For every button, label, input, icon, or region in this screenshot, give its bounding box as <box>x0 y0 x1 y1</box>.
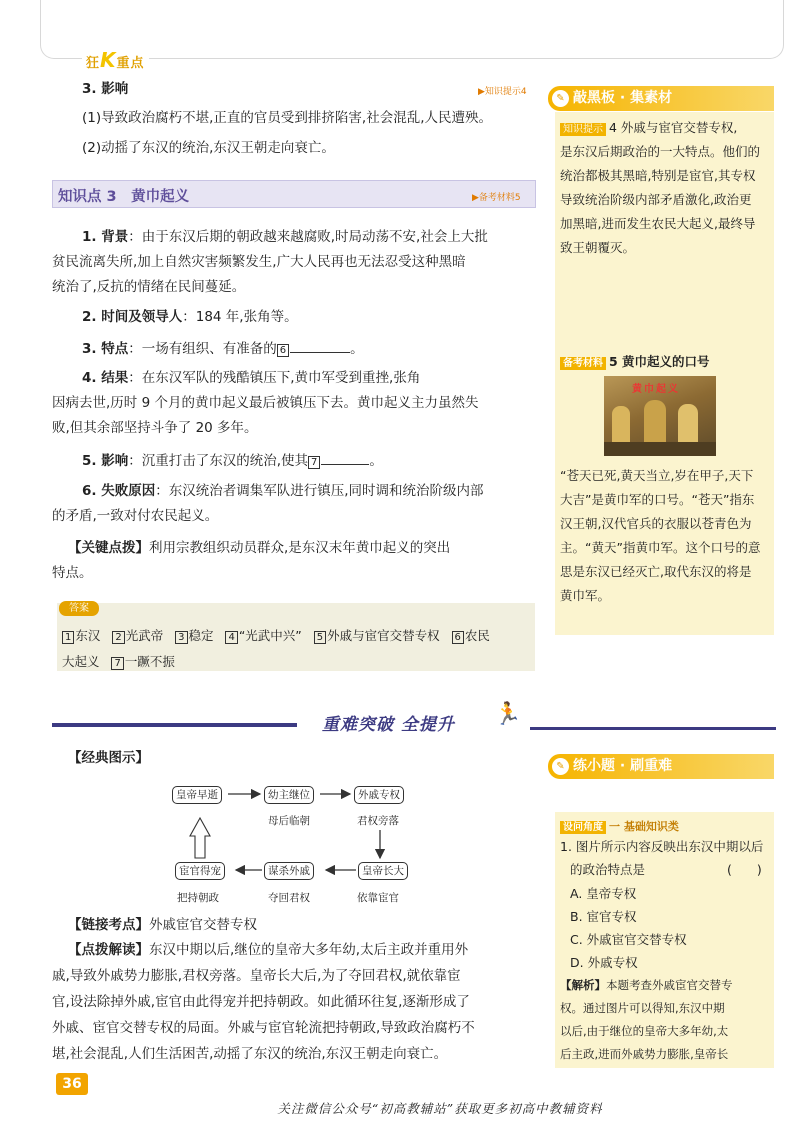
answer-text: “光武中兴” <box>238 628 302 643</box>
knowledge-title: 知识点 3 黄巾起义 <box>58 189 190 205</box>
time-leader-label: 2. 时间及领导人 <box>82 309 183 325</box>
option-d[interactable]: D. 外戚专权 <box>570 955 638 970</box>
text-line: 戚,导致外戚势力膨胀,君权旁落。皇帝长大后,为了夺回君权,就依靠宦 <box>52 968 461 984</box>
text-line: 致王朝覆灭。 <box>560 240 636 255</box>
text-line: 以后,由于继位的皇帝大多年幼,太 <box>560 1024 729 1038</box>
text-line: ：沉重打击了东汉的统治,使其 <box>128 453 309 469</box>
text-line: 的矛盾,一致对付农民起义。 <box>52 508 219 524</box>
text-line: 统治了,反抗的情绪在民间蔓延。 <box>52 279 246 295</box>
note-label: 【解析】 <box>560 978 606 992</box>
text-line: “苍天已死,黄天当立,岁在甲子,天下 <box>560 468 754 483</box>
material-chip: 备考材料 <box>560 357 606 370</box>
text-line: 4 外戚与宦官交替专权, <box>609 120 738 135</box>
node-consort-power: 外戚专权 <box>354 786 404 804</box>
text-line: ：东汉统治者调集军队进行镇压,同时调和统治阶级内部 <box>155 483 484 499</box>
node-young-emperor: 幼主继位 <box>264 786 314 804</box>
text-line: 主。“黄天”指黄巾军。这个口号的意 <box>560 540 761 555</box>
answer-paren[interactable]: ( ) <box>727 862 762 877</box>
text-line: ：在东汉军队的残酷镇压下,黄巾军受到重挫,张角 <box>128 370 421 386</box>
question-line: 1. 图片所示内容反映出东汉中期以后 <box>560 839 764 854</box>
text-line: 特点。 <box>52 565 93 581</box>
sidebar-header-practice <box>548 754 774 779</box>
answer-number: 4 <box>225 631 237 644</box>
answer-label: 答案 <box>59 601 99 616</box>
angle-chip: 设问角度 <box>560 821 606 834</box>
text-line: ：184 年,张角等。 <box>182 309 298 325</box>
background-label: 1. 背景 <box>82 229 129 245</box>
painting-title: 黄巾起义 <box>632 384 680 395</box>
text-line: 外戚、宦官交替专权的局面。外戚与宦官轮流把持朝政,导致政治腐朽不 <box>52 1020 475 1036</box>
text-line: 是东汉后期政治的一大特点。他们的 <box>560 144 761 159</box>
option-c[interactable]: C. 外戚宦官交替专权 <box>570 932 687 947</box>
influence-label: 5. 影响 <box>82 453 129 469</box>
section-title: 重难突破 全提升 <box>322 715 455 735</box>
result-label: 4. 结果 <box>82 370 129 386</box>
bookmark-icon: ✎ <box>552 90 569 107</box>
text-line: 利用宗教组织动员群众,是东汉末年黄巾起义的突出 <box>149 540 451 556</box>
text-line: 堪,社会混乱,人们生活困苦,动摇了东汉的统治,东汉王朝走向衰亡。 <box>52 1046 448 1062</box>
runner-icon: 🏃 <box>494 702 522 727</box>
logo: 狂K重点 <box>82 48 149 72</box>
answer-text: 大起义 <box>62 654 100 669</box>
sidebar-header-text: 敲黑板 · 集素材 <box>573 90 673 106</box>
answer-number: 3 <box>175 631 187 644</box>
page-number: 36 <box>56 1073 88 1095</box>
answer-text: 一蹶不振 <box>124 654 175 669</box>
pencil-icon: ✎ <box>552 758 569 775</box>
analysis-label: 【点拨解读】 <box>68 942 149 958</box>
text-line: 大吉”是黄巾军的口号。“苍天”指东 <box>560 492 755 507</box>
text-line: 因病去世,历时 9 个月的黄巾起义最后被镇压下去。黄巾起义主力虽然失 <box>52 395 479 411</box>
answer-number: 7 <box>111 657 123 670</box>
arrow-up <box>190 818 210 858</box>
text-line: 东汉中期以后,继位的皇帝大多年幼,太后主政并重用外 <box>149 942 469 958</box>
sidebar-header-text: 练小题 · 刷重难 <box>573 758 673 774</box>
answer-text: 东汉 <box>75 628 101 643</box>
answer-number: 6 <box>452 631 464 644</box>
answer-number: 5 <box>314 631 326 644</box>
blank-number-6: 6 <box>277 344 289 357</box>
text-line: 后主政,进而外戚势力膨胀,皇帝长 <box>560 1047 729 1061</box>
text-line: 汉王朝,汉代官兵的衣服以苍青色为 <box>560 516 752 531</box>
label-rely-eunuchs: 依靠宦官 <box>357 892 399 904</box>
label-power-lost: 君权旁落 <box>357 815 399 827</box>
text-line: 贫民流离失所,加上自然灾害频繁发生,广大人民再也无法忍受这种黑暗 <box>52 254 466 270</box>
node-emperor-dies: 皇帝早逝 <box>172 786 222 804</box>
impact-item-1: (1)导致政治腐朽不堪,正直的官员受到排挤陷害,社会混乱,人民遭殃。 <box>82 110 492 126</box>
text-line: 导致统治阶级内部矛盾激化,政治更 <box>560 192 752 207</box>
option-b[interactable]: B. 宦官专权 <box>570 909 637 924</box>
impact-heading: 3. 影响 <box>82 81 129 97</box>
text-line: 本题考查外戚宦官交替专 <box>606 978 733 992</box>
node-eunuch-favored: 宦官得宠 <box>175 862 225 880</box>
tip-chip: 知识提示 <box>560 123 606 136</box>
label-empress-regency: 母后临朝 <box>268 815 310 827</box>
node-emperor-grows: 皇帝长大 <box>358 862 408 880</box>
answer-text: 稳定 <box>188 628 214 643</box>
node-kill-consorts: 谋杀外戚 <box>264 862 314 880</box>
impact-tag: ▶知识提示4 <box>478 87 527 97</box>
knowledge-tag: ▶备考材料5 <box>472 193 521 203</box>
category-text: 一 基础知识类 <box>609 820 679 833</box>
text-line: ：由于东汉后期的朝政越来越腐败,时局动荡不安,社会上大批 <box>128 229 488 245</box>
footer-note: 关注微信公众号“初高教辅站”获取更多初高中教辅资料 <box>277 1101 603 1116</box>
option-a[interactable]: A. 皇帝专权 <box>570 886 637 901</box>
text-line: 思是东汉已经灭亡,取代东汉的将是 <box>560 564 752 579</box>
label-control-court: 把持朝政 <box>177 892 219 904</box>
link-point <box>68 915 257 936</box>
impact-item-2: (2)动摇了东汉的统治,东汉王朝走向衰亡。 <box>82 140 335 156</box>
question-line: 的政治特点是 <box>570 862 646 877</box>
caption-text: 5 黄巾起义的口号 <box>609 354 710 369</box>
text-line: ：一场有组织、有准备的 <box>128 341 277 357</box>
answer-number: 1 <box>62 631 74 644</box>
text-line: 加黑暗,进而发生农民大起义,最终导 <box>560 216 756 231</box>
answer-text: 外戚与宦官交替专权 <box>327 628 440 643</box>
label-regain-power: 夺回君权 <box>268 892 310 904</box>
failure-label: 6. 失败原因 <box>82 483 156 499</box>
text-line: 败,但其余部坚持斗争了 20 多年。 <box>52 420 258 436</box>
feature-label: 3. 特点 <box>82 341 129 357</box>
key-point-label: 【关键点拨】 <box>68 540 149 556</box>
text-line: 权。通过图片可以得知,东汉中期 <box>560 1001 725 1015</box>
link-text: 外戚宦官交替专权 <box>149 917 257 933</box>
period: 。 <box>369 453 383 469</box>
blank-number-7: 7 <box>308 456 320 469</box>
analysis-para <box>68 940 468 961</box>
period: 。 <box>350 341 364 357</box>
question-category <box>560 818 679 834</box>
analysis-note <box>560 974 733 997</box>
text-line: 官,设法除掉外戚,宦官由此得宠并把持朝政。如此循环往复,逐渐形成了 <box>52 994 470 1010</box>
link-label: 【链接考点】 <box>68 917 149 933</box>
answer-number: 2 <box>112 631 124 644</box>
answer-text: 光武帝 <box>125 628 164 643</box>
diagram-heading: 【经典图示】 <box>68 750 149 766</box>
text-line: 黄巾军。 <box>560 588 611 603</box>
answer-text: 农民 <box>464 628 490 643</box>
text-line: 统治都极其黑暗,特别是宦官,其专权 <box>560 168 756 183</box>
